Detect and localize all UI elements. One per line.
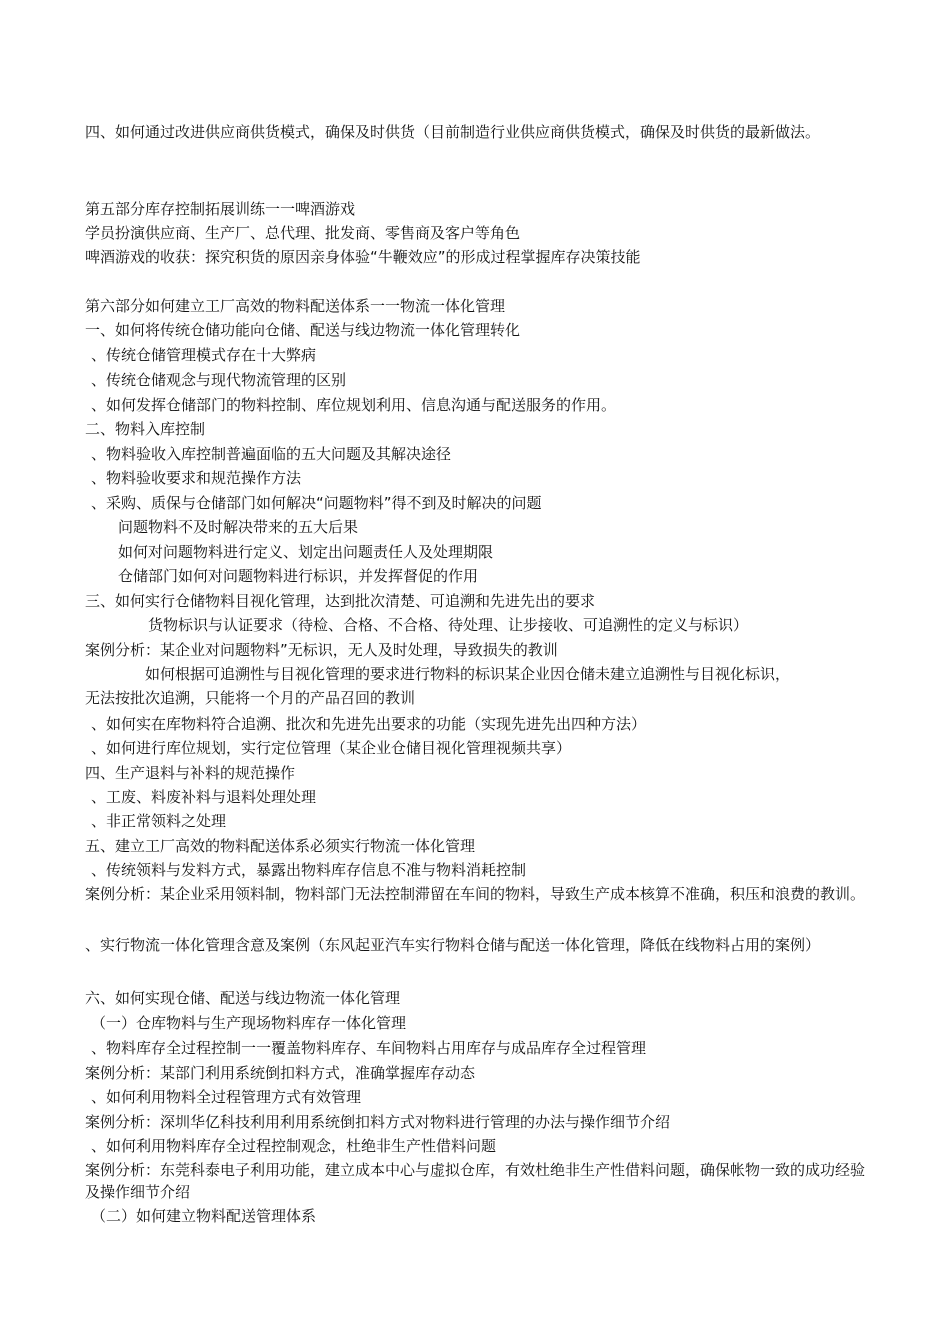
text-line: 案例分析：深圳华亿科技利用利用系统倒扣料方式对物料进行管理的办法与操作细节介绍 <box>85 1113 671 1131</box>
text-line: 、物料库存全过程控制一一覆盖物料库存、车间物料占用库存与成品库存全过程管理 <box>91 1039 647 1057</box>
text-line: 如何根据可追溯性与目视化管理的要求进行物料的标识某企业因仓储未建立追溯性与目视化标识， <box>145 665 791 683</box>
text-line: 货物标识与认证要求（待检、合格、不合格、待处理、让步接收、可追溯性的定义与标识） <box>148 616 749 634</box>
text-line: 四、如何通过改进供应商供货模式，确保及时供货（目前制造行业供应商供货模式，确保及时供货的最新做法。 <box>85 123 821 141</box>
text-line: 啤酒游戏的收获：探究积货的原因亲身体验“牛鞭效应”的形成过程掌握库存决策技能 <box>85 248 641 266</box>
text-line: 、物料验收要求和规范操作方法 <box>91 469 302 487</box>
text-line: 、如何实在库物料符合追溯、批次和先进先出要求的功能（实现先进先出四种方法） <box>91 715 647 733</box>
text-line: 案例分析：某企业采用领料制，物料部门无法控制滞留在车间的物料，导致生产成本核算不准确，积压和浪费的教训。 <box>85 885 866 903</box>
text-line: 第六部分如何建立工厂高效的物料配送体系一一物流一体化管理 <box>85 297 506 315</box>
text-line: 、传统仓储管理模式存在十大弊病 <box>91 346 317 364</box>
text-line: 、采购、质保与仓储部门如何解决“问题物料”得不到及时解决的问题 <box>91 494 542 512</box>
text-line: 、物料验收入库控制普遍面临的五大问题及其解决途径 <box>91 445 452 463</box>
text-line: 四、生产退料与补料的规范操作 <box>85 764 296 782</box>
text-line: 、传统领料与发料方式，暴露出物料库存信息不准与物料消耗控制 <box>91 861 527 879</box>
text-line: 二、物料入库控制 <box>85 420 206 438</box>
text-line: 、实行物流一体化管理含意及案例（东风起亚汽车实行物料仓储与配送一体化管理，降低在线物料占用的案例） <box>85 936 821 954</box>
text-line: 、非正常领料之处理 <box>91 812 227 830</box>
text-line: 五、建立工厂高效的物料配送体系必须实行物流一体化管理 <box>85 837 476 855</box>
text-line: 一、如何将传统仓储功能向仓储、配送与线边物流一体化管理转化 <box>85 321 521 339</box>
text-line: 仓储部门如何对问题物料进行标识，并发挥督促的作用 <box>118 567 479 585</box>
text-line: 、如何进行库位规划，实行定位管理（某企业仓储目视化管理视频共享） <box>91 739 572 757</box>
text-line: 、如何发挥仓储部门的物料控制、库位规划利用、信息沟通与配送服务的作用。 <box>91 396 617 414</box>
text-line: 学员扮演供应商、生产厂、总代理、批发商、零售商及客户等角色 <box>85 224 521 242</box>
text-line: （一）仓库物料与生产现场物料库存一体化管理 <box>91 1014 407 1032</box>
text-line: 案例分析：某部门利用系统倒扣料方式，准确掌握库存动态 <box>85 1064 476 1082</box>
text-line: 三、如何实行仓储物料目视化管理，达到批次清楚、可追溯和先进先出的要求 <box>85 592 596 610</box>
text-line: 问题物料不及时解决带来的五大后果 <box>118 518 359 536</box>
text-line: 、工废、料废补料与退料处理处理 <box>91 788 317 806</box>
text-line: 如何对问题物料进行定义、划定出问题责任人及处理期限 <box>118 543 494 561</box>
text-line: 六、如何实现仓储、配送与线边物流一体化管理 <box>85 989 401 1007</box>
text-line: 第五部分库存控制拓展训练一一啤酒游戏 <box>85 200 356 218</box>
text-line: （二）如何建立物料配送管理体系 <box>91 1207 317 1225</box>
text-line: 案例分析：某企业对问题物料”无标识，无人及时处理，导致损失的教训 <box>85 641 558 659</box>
text-line: 案例分析：东莞科泰电子利用功能，建立成本中心与虚拟仓库，有效杜绝非生产性借料问题，确保帐物一致的成功经验及操作细节介绍 <box>85 1161 866 1201</box>
text-line: 、如何利用物料全过程管理方式有效管理 <box>91 1088 362 1106</box>
text-line: 、如何利用物料库存全过程控制观念，杜绝非生产性借料问题 <box>91 1137 497 1155</box>
text-line: 、传统仓储观念与现代物流管理的区别 <box>91 371 347 389</box>
text-line: 无法按批次追溯，只能将一个月的产品召回的教训 <box>85 689 416 707</box>
